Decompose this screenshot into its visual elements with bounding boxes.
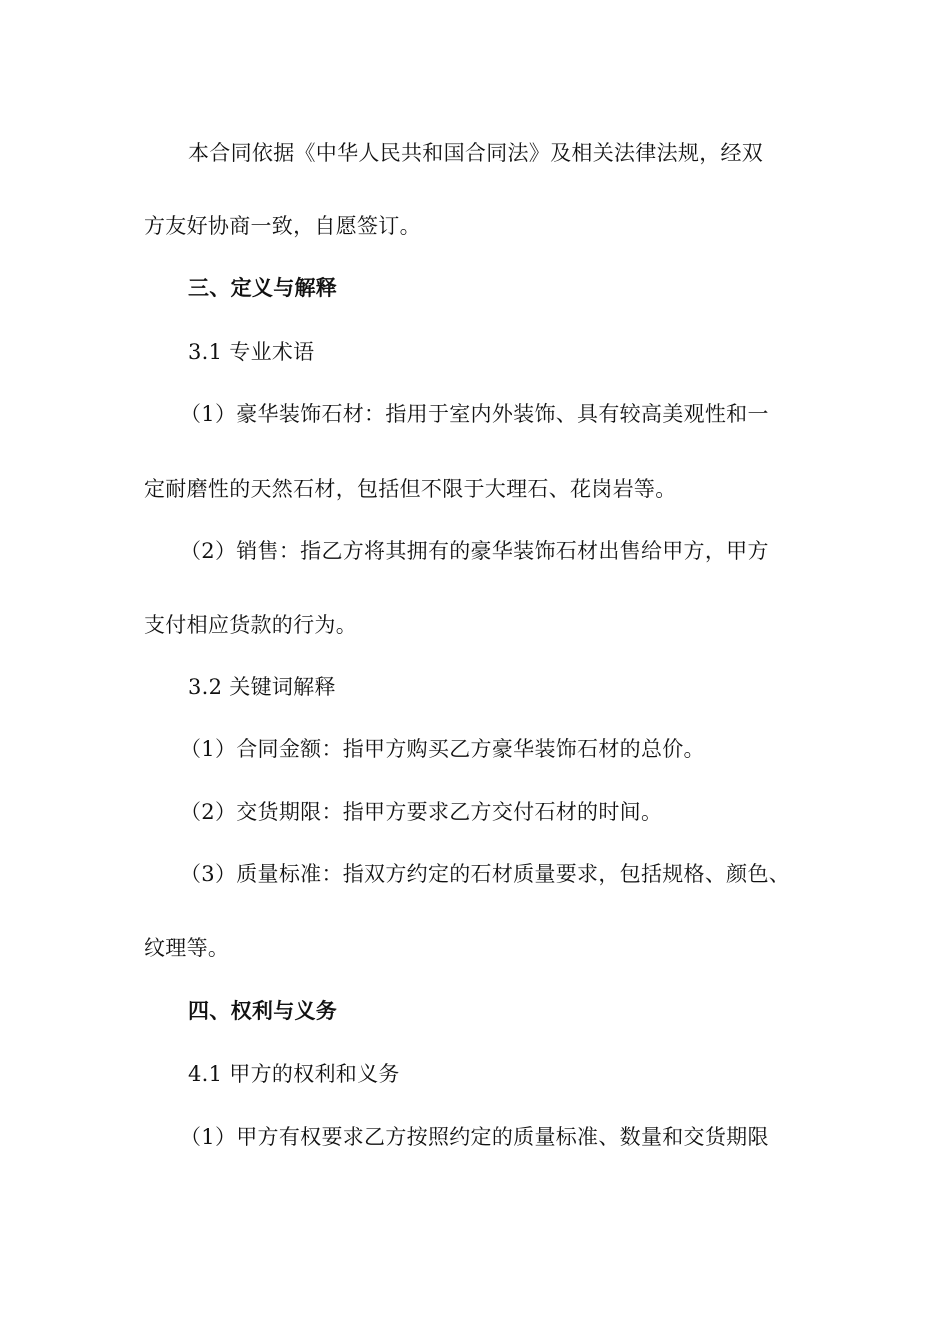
section-heading: 三、定义与解释	[188, 275, 338, 300]
paragraph-line: （2）交货期限：指甲方要求乙方交付石材的时间。	[180, 800, 663, 824]
paragraph-line: 方友好协商一致，自愿签订。	[144, 214, 421, 238]
paragraph-line: 本合同依据《中华人民共和国合同法》及相关法律法规，经双	[188, 141, 764, 165]
subsection-heading: 4.1 甲方的权利和义务	[188, 1062, 400, 1086]
paragraph-line: 支付相应货款的行为。	[144, 613, 357, 637]
subsection-heading: 3.1 专业术语	[188, 340, 315, 364]
paragraph-line: （3）质量标准：指双方约定的石材质量要求，包括规格、颜色、	[180, 862, 791, 886]
section-heading: 四、权利与义务	[188, 998, 338, 1023]
subsection-heading: 3.2 关键词解释	[188, 675, 336, 699]
paragraph-line: 定耐磨性的天然石材，包括但不限于大理石、花岗岩等。	[144, 477, 677, 501]
paragraph-line: （2）销售：指乙方将其拥有的豪华装饰石材出售给甲方，甲方	[180, 539, 769, 563]
paragraph-line: 纹理等。	[144, 936, 230, 960]
paragraph-line: （1）合同金额：指甲方购买乙方豪华装饰石材的总价。	[180, 737, 705, 761]
paragraph-line: （1）甲方有权要求乙方按照约定的质量标准、数量和交货期限	[180, 1125, 769, 1149]
paragraph-line: （1）豪华装饰石材：指用于室内外装饰、具有较高美观性和一	[180, 402, 769, 426]
